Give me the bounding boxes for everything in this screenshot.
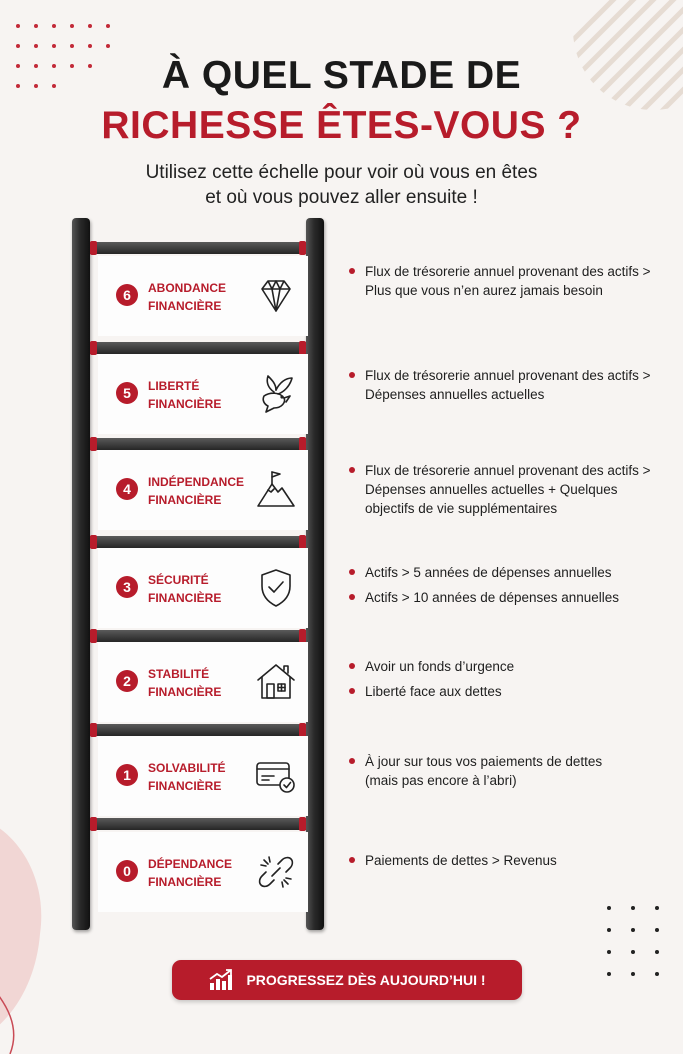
ladder-rung bbox=[90, 724, 306, 736]
stage-label bbox=[148, 855, 232, 891]
broken-chain-icon bbox=[254, 850, 298, 894]
stage-label-line2: FINANCIÈRE bbox=[148, 299, 222, 313]
stage-number-badge: 0 bbox=[116, 860, 138, 882]
ladder-rung bbox=[90, 536, 306, 548]
diamond-icon bbox=[254, 274, 298, 318]
ladder-rung bbox=[90, 342, 306, 354]
stage-description-0 bbox=[348, 851, 668, 876]
cta-label: PROGRESSEZ DÈS AUJOURD’HUI ! bbox=[246, 972, 486, 988]
ladder-rail-right bbox=[306, 218, 324, 930]
stage-label-line2: FINANCIÈRE bbox=[148, 397, 222, 411]
stage-label bbox=[148, 571, 221, 607]
stage-label bbox=[148, 665, 221, 701]
ladder-rung bbox=[90, 438, 306, 450]
stage-label-line2: FINANCIÈRE bbox=[148, 685, 222, 699]
stage-number-badge: 1 bbox=[116, 764, 138, 786]
stage-label bbox=[148, 279, 226, 315]
page-title-line2: RICHESSE ÊTES-VOUS ? bbox=[101, 104, 582, 147]
ladder-rail-left bbox=[72, 218, 90, 930]
subtitle-line1: Utilisez cette échelle pour voir où vous en êtes bbox=[145, 162, 538, 183]
ladder-rung bbox=[90, 242, 306, 254]
stage-label bbox=[148, 473, 244, 509]
stage-label-line2: FINANCIÈRE bbox=[148, 875, 222, 889]
stage-card-4 bbox=[98, 450, 308, 530]
description-bullet: Flux de trésorerie annuel provenant des actifs > Dépenses annuelles actuelles bbox=[348, 366, 668, 404]
stage-label-line2: FINANCIÈRE bbox=[148, 779, 222, 793]
decorative-blob bbox=[0, 804, 60, 1054]
house-icon bbox=[254, 660, 298, 704]
stage-label-line1: STABILITÉ bbox=[148, 667, 210, 681]
cta-button[interactable] bbox=[172, 960, 522, 1000]
mountain-flag-icon bbox=[254, 468, 298, 512]
stage-description-4 bbox=[348, 461, 668, 524]
stage-description-1 bbox=[348, 752, 618, 796]
description-bullet: À jour sur tous vos paiements de dettes (mais pas encore à l’abri) bbox=[348, 752, 618, 790]
stage-number-badge: 2 bbox=[116, 670, 138, 692]
dove-icon bbox=[254, 372, 298, 416]
stage-label-line1: LIBERTÉ bbox=[148, 379, 200, 393]
stage-label-line1: ABONDANCE bbox=[148, 281, 226, 295]
subtitle-line2: et où vous pouvez aller ensuite ! bbox=[205, 187, 478, 208]
subtitle bbox=[0, 160, 683, 210]
stage-card-3 bbox=[98, 548, 308, 628]
description-bullet: Paiements de dettes > Revenus bbox=[348, 851, 668, 870]
stage-number-badge: 6 bbox=[116, 284, 138, 306]
stage-label-line2: FINANCIÈRE bbox=[148, 493, 222, 507]
description-bullet: Avoir un fonds d’urgence bbox=[348, 657, 668, 676]
stage-label bbox=[148, 377, 221, 413]
stage-card-5 bbox=[98, 354, 308, 434]
stage-card-0 bbox=[98, 832, 308, 912]
stage-label bbox=[148, 759, 226, 795]
stage-number-badge: 5 bbox=[116, 382, 138, 404]
stage-description-2 bbox=[348, 657, 668, 707]
stage-description-6 bbox=[348, 262, 668, 306]
description-bullet: Flux de trésorerie annuel provenant des actifs > Dépenses annuelles actuelles + Quelques objectifs de vie supplémentaires bbox=[348, 461, 668, 518]
stage-label-line1: INDÉPENDANCE bbox=[148, 475, 245, 489]
stage-label-line2: FINANCIÈRE bbox=[148, 591, 222, 605]
description-bullet: Actifs > 10 années de dépenses annuelles bbox=[348, 588, 668, 607]
ladder-rung bbox=[90, 630, 306, 642]
stage-card-1 bbox=[98, 736, 308, 816]
stage-label-line1: SOLVABILITÉ bbox=[148, 761, 226, 775]
stage-label-line1: DÉPENDANCE bbox=[148, 857, 233, 871]
stage-number-badge: 4 bbox=[116, 478, 138, 500]
growth-chart-icon bbox=[208, 969, 234, 991]
stage-description-3 bbox=[348, 563, 668, 613]
decorative-dots bbox=[605, 904, 665, 990]
description-bullet: Flux de trésorerie annuel provenant des actifs > Plus que vous n’en aurez jamais besoin bbox=[348, 262, 668, 300]
stage-description-5 bbox=[348, 366, 668, 410]
ladder-rung bbox=[90, 818, 306, 830]
stage-card-2 bbox=[98, 642, 308, 722]
credit-card-check-icon bbox=[254, 754, 298, 798]
ladder bbox=[72, 218, 336, 930]
stage-label-line1: SÉCURITÉ bbox=[148, 573, 209, 587]
stage-card-6 bbox=[98, 256, 308, 336]
description-bullet: Liberté face aux dettes bbox=[348, 682, 668, 701]
stage-number-badge: 3 bbox=[116, 576, 138, 598]
shield-check-icon bbox=[254, 566, 298, 610]
page-title-line1: À QUEL STADE DE bbox=[161, 54, 522, 97]
description-bullet: Actifs > 5 années de dépenses annuelles bbox=[348, 563, 668, 582]
